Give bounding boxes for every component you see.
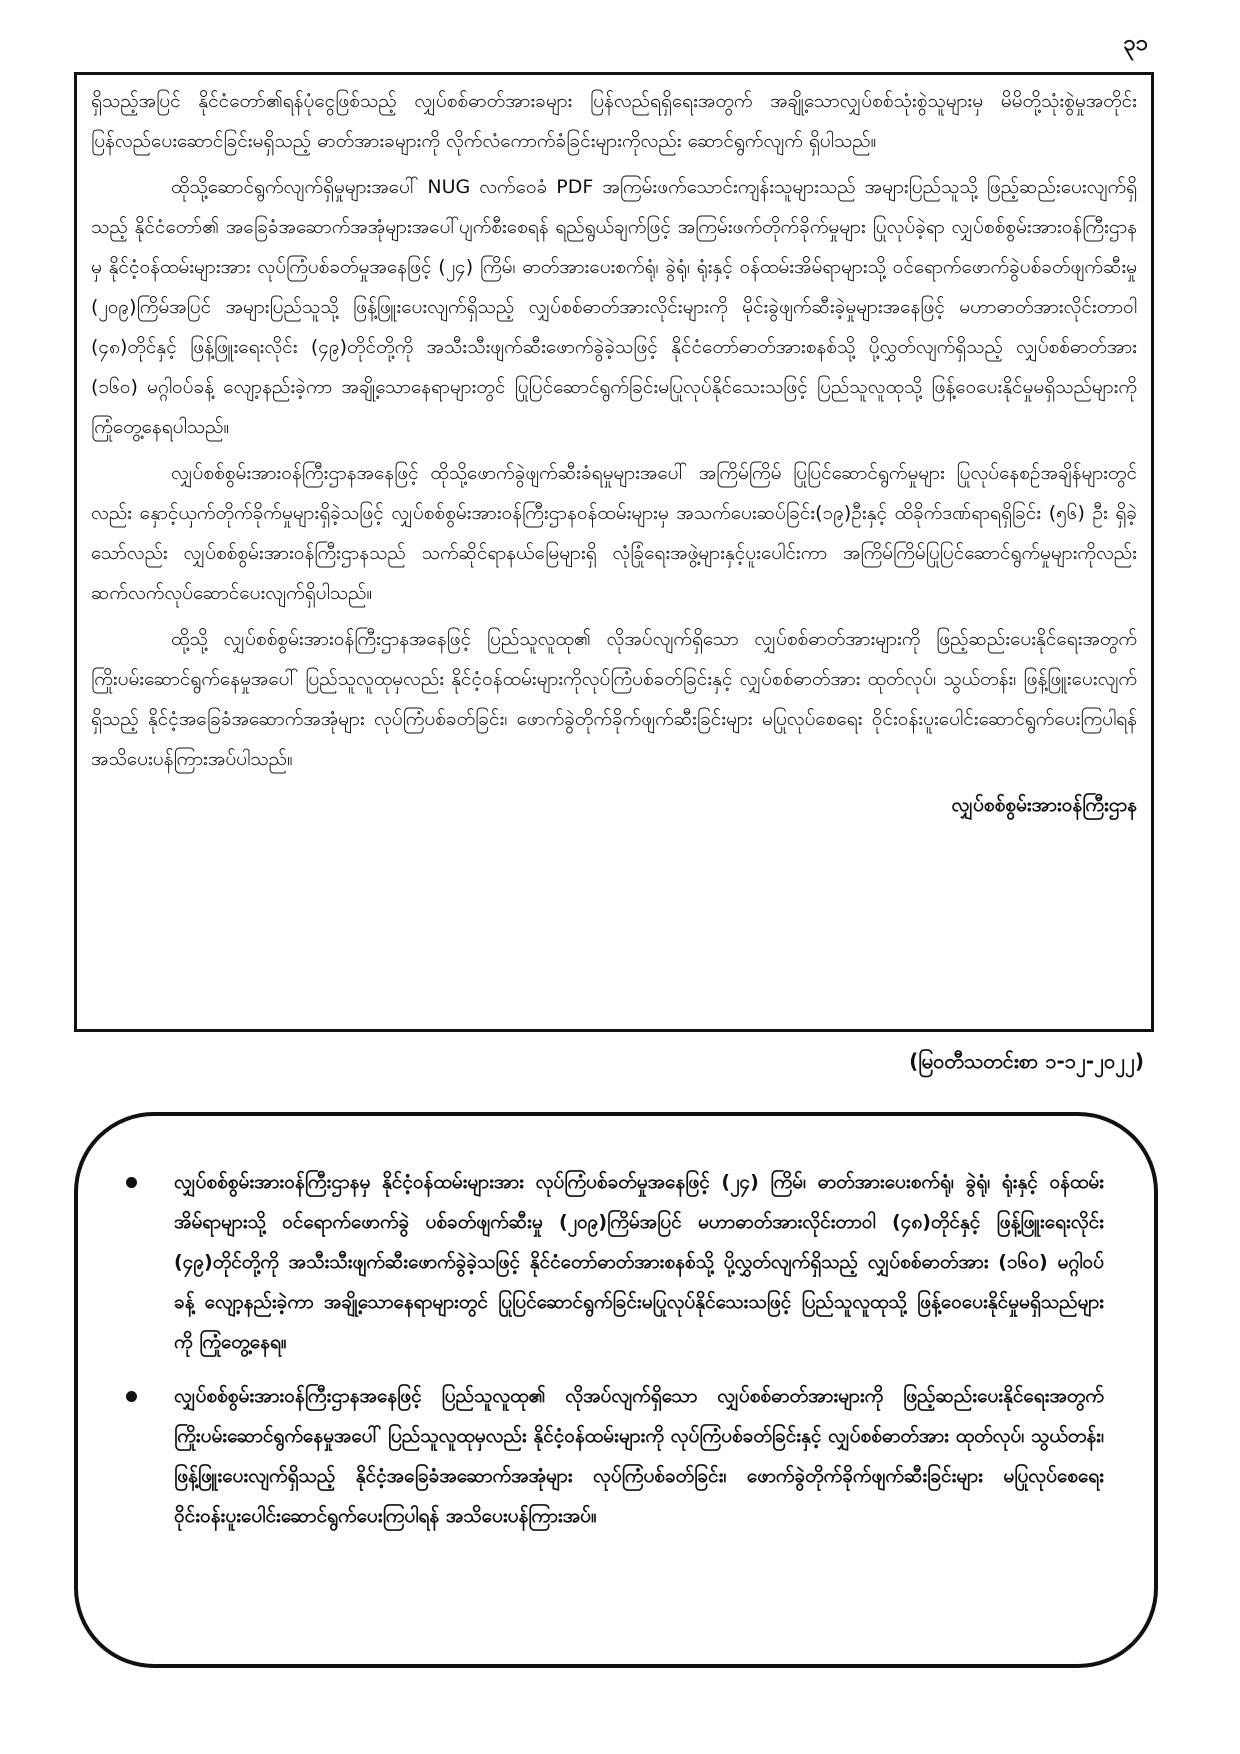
summary-box [74,1112,1158,1668]
summary-item [118,1162,1104,1362]
article-paragraph: လျှပ်စစ်စွမ်းအားဝန်ကြီးဌာနအနေဖြင့် ထိုသို့ဖောက်ခွဲဖျက်ဆီးခံရမှုများအပေါ် အကြိမ်ကြိမ် ပြုပြင်ဆောင်ရွက်မှုများ ပြုလုပ်နေစဉ်အချိန်များတွင်လည်း နှောင့်ယှက်တိုက်ခိုက်မှုများရှိခဲ့သဖြင့် လျှပ်စစ်စွမ်းအားဝန်ကြီးဌာနဝန်ထမ်းများမှ အသက်ပေးဆပ်ခြင်း(၁၉)ဦးနှင့် ထိခိုက်ဒဏ်ရာရရှိခြင်း (၅၆) ဦး ရှိခဲ့သော်လည်း လျှပ်စစ်စွမ်းအားဝန်ကြီးဌာနသည် သက်ဆိုင်ရာနယ်မြေများရှိ လုံခြုံရေးအဖွဲ့များနှင့်ပူးပေါင်းကာ အကြိမ်ကြိမ်ပြုပြင်ဆောင်ရွက်မှုများကိုလည်း ဆက်လက်လုပ်ဆောင်ပေးလျက်ရှိပါသည်။ [91,462,1137,604]
bullet-icon [126,1177,137,1188]
bullet-icon [126,1391,137,1402]
article-paragraph: ထို့သို့ လျှပ်စစ်စွမ်းအားဝန်ကြီးဌာနအနေဖြင့် ပြည်သူလူထု၏ လိုအပ်လျက်ရှိသော လျှပ်စစ်ဓာတ်အားများကို ဖြည့်ဆည်းပေးနိုင်ရေးအတွက် ကြိုးပမ်းဆောင်ရွက်နေမှုအပေါ် ပြည်သူလူထုမှလည်း နိုင်ငံ့ဝန်ထမ်းများကိုလုပ်ကြံပစ်ခတ်ခြင်းနှင့် လျှပ်စစ်ဓာတ်အား ထုတ်လုပ်၊ သွယ်တန်း၊ ဖြန့်ဖြူးပေးလျက်ရှိသည့် နိုင်ငံ့အခြေခံအဆောက်အအုံများ လုပ်ကြံပစ်ခတ်ခြင်း၊ ဖောက်ခွဲတိုက်ခိုက်ဖျက်ဆီးခြင်းများ မပြုလုပ်စေရေး ဝိုင်းဝန်းပူးပေါင်းဆောင်ရွက်ပေးကြပါရန် အသိပေးပန်ကြားအပ်ပါသည်။ [91,628,1137,770]
source-citation: (မြဝတီသတင်းစာ ၁-၁၂-၂၀၂၂) [909,1049,1144,1073]
page-number: ၃၁ [1123,31,1148,56]
article-paragraph: ရှိသည့်အပြင် နိုင်ငံတော်၏ရန်ပုံငွေဖြစ်သည့် လျှပ်စစ်ဓာတ်အားခများ ပြန်လည်ရရှိရေးအတွက် အချို့သောလျှပ်စစ်သုံးစွဲသူများမှ မိမိတို့သုံးစွဲမှုအတိုင်း ပြန်လည်ပေးဆောင်ခြင်းမရှိသည့် ဓာတ်အားခများကို လိုက်လံကောက်ခံခြင်းများကိုလည်း ဆောင်ရွက်လျက် ရှိပါသည်။ [91,90,1137,152]
summary-item-text: လျှပ်စစ်စွမ်းအားဝန်ကြီးဌာနအနေဖြင့် ပြည်သူလူထု၏ လိုအပ်လျက်ရှိသော လျှပ်စစ်ဓာတ်အားများကို ဖြည့်ဆည်းပေးနိုင်ရေးအတွက် ကြိုးပမ်းဆောင်ရွက်နေမှုအပေါ် ပြည်သူလူထုမှလည်း နိုင်ငံ့ဝန်ထမ်းများကို လုပ်ကြံပစ်ခတ်ခြင်းနှင့် လျှပ်စစ်ဓာတ်အား ထုတ်လုပ်၊ သွယ်တန်း၊ ဖြန့်ဖြူးပေးလျက်ရှိသည့် နိုင်ငံ့အခြေခံအဆောက်အအုံများ လုပ်ကြံပစ်ခတ်ခြင်း၊ ဖောက်ခွဲတိုက်ခိုက်ဖျက်ဆီးခြင်းများ မပြုလုပ်စေရေး ဝိုင်းဝန်းပူးပေါင်းဆောင်ရွက်ပေးကြပါရန် အသိပေးပန်ကြားအပ်။ [174,1385,1104,1527]
article-paragraph: ထိုသို့ဆောင်ရွက်လျက်ရှိမှုများအပေါ် NUG လက်ဝေခံ PDF အကြမ်းဖက်သောင်းကျန်းသူများသည် အများပြည်သူသို့ ဖြည့်ဆည်းပေးလျက်ရှိသည့် နိုင်ငံတော်၏ အခြေခံအဆောက်အအုံများအပေါ်ပျက်စီးစေရန် ရည်ရွယ်ချက်ဖြင့် အကြမ်းဖက်တိုက်ခိုက်မှုများ ပြုလုပ်ခဲ့ရာ လျှပ်စစ်စွမ်းအားဝန်ကြီးဌာနမှ နိုင်ငံ့ဝန်ထမ်းများအား လုပ်ကြံပစ်ခတ်မှုအနေဖြင့် (၂၄) ကြိမ်၊ ဓာတ်အားပေးစက်ရုံ၊ ခွဲရုံ၊ ရုံးနှင့် ဝန်ထမ်းအိမ်ရာများသို့ ဝင်ရောက်ဖောက်ခွဲပစ်ခတ်ဖျက်ဆီးမှု (၂၀၉)ကြိမ်အပြင် အများပြည်သူသို့ ဖြန့်ဖြူးပေးလျက်ရှိသည့် လျှပ်စစ်ဓာတ်အားလိုင်းများကို မိုင်းခွဲဖျက်ဆီးခဲ့မှုများအနေဖြင့် မဟာဓာတ်အားလိုင်းတာဝါ (၄၈)တိုင်နှင့် ဖြန့်ဖြူးရေးလိုင်း (၄၉)တိုင်တို့ကို အသီးသီးဖျက်ဆီးဖောက်ခွဲခဲ့သဖြင့် နိုင်ငံတော်ဓာတ်အားစနစ်သို့ ပို့လွှတ်လျက်ရှိသည့် လျှပ်စစ်ဓာတ်အား (၁၆၀) မဂ္ဂါဝပ်ခန့် လျော့နည်းခဲ့ကာ အချို့သောနေရာများတွင် ပြုပြင်ဆောင်ရွက်ခြင်းမပြုလုပ်နိုင်သေးသဖြင့် ပြည်သူလူထုသို့ ဖြန့်ဝေပေးနိုင်မှုမရှိသည်များကို ကြုံတွေ့နေရပါသည်။ [91,176,1137,438]
summary-list [118,1162,1104,1536]
summary-item-text: လျှပ်စစ်စွမ်းအားဝန်ကြီးဌာနမှ နိုင်ငံ့ဝန်ထမ်းများအား လုပ်ကြံပစ်ခတ်မှုအနေဖြင့် (၂၄) ကြိမ်၊ ဓာတ်အားပေးစက်ရုံ၊ ခွဲရုံ၊ ရုံးနှင့် ဝန်ထမ်းအိမ်ရာများသို့ ဝင်ရောက်ဖောက်ခွဲ ပစ်ခတ်ဖျက်ဆီးမှု (၂၀၉)ကြိမ်အပြင် မဟာဓာတ်အားလိုင်းတာဝါ (၄၈)တိုင်နှင့် ဖြန့်ဖြူးရေးလိုင်း (၄၉)တိုင်တို့ကို အသီးသီးဖျက်ဆီးဖောက်ခွဲခဲ့သဖြင့် နိုင်ငံတော်ဓာတ်အားစနစ်သို့ ပို့လွှတ်လျက်ရှိသည့် လျှပ်စစ်ဓာတ်အား (၁၆၀) မဂ္ဂါဝပ်ခန့် လျော့နည်းခဲ့ကာ အချို့သောနေရာများတွင် ပြုပြင်ဆောင်ရွက်ခြင်းမပြုလုပ်နိုင်သေးသဖြင့် ပြည်သူလူထုသို့ ဖြန့်ဝေပေးနိုင်မှုမရှိသည်များကို ကြုံတွေ့နေရ။ [174,1171,1104,1353]
summary-item [118,1376,1104,1536]
article-signature: လျှပ်စစ်စွမ်းအားဝန်ကြီးဌာန [951,794,1137,816]
article-box [74,72,1154,1032]
